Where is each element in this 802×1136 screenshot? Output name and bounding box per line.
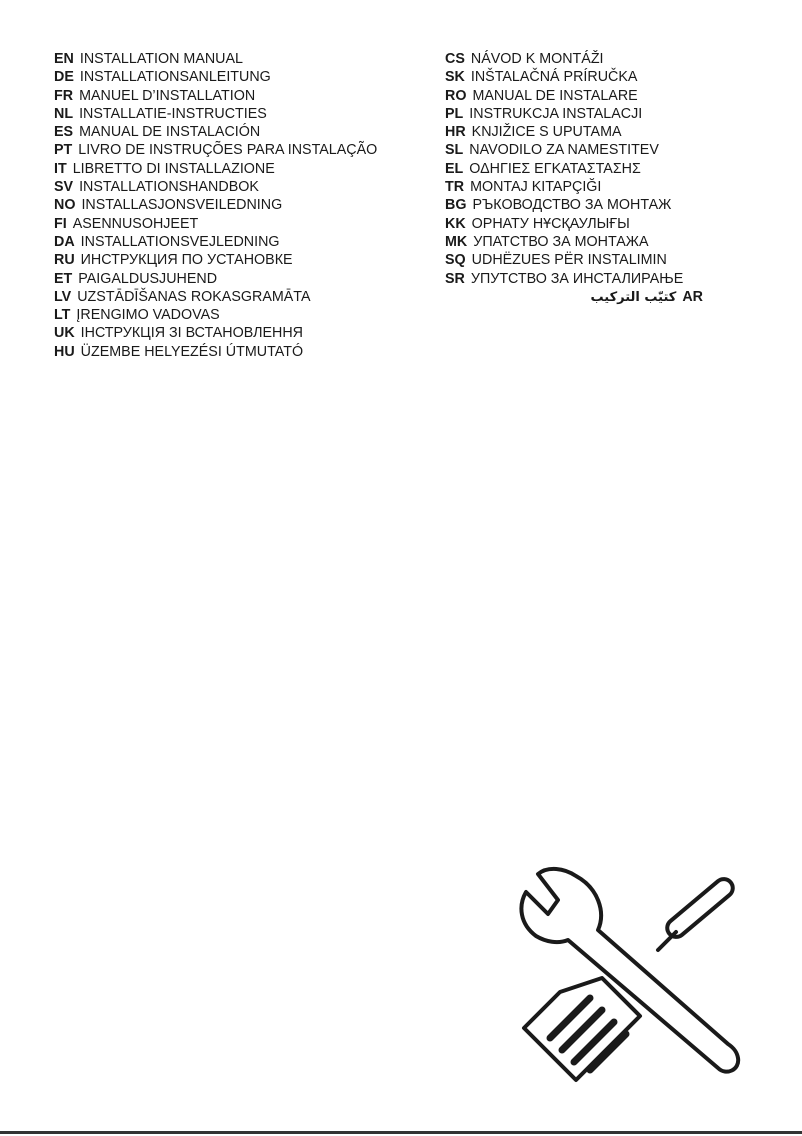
language-title: ĮRENGIMO VADOVAS — [76, 307, 220, 324]
language-title: UZSTĀDĪŠANAS ROKASGRAMĀTA — [77, 288, 311, 305]
language-title: INSTRUKCJA INSTALACJI — [469, 105, 643, 122]
language-title: УПУТСТВО ЗА ИНСТАЛИРАЊЕ — [470, 270, 684, 287]
language-code: NL — [54, 105, 74, 122]
language-code: SQ — [445, 252, 466, 269]
language-code: NO — [54, 197, 76, 214]
language-title: PAIGALDUSJUHEND — [78, 270, 218, 287]
language-title: ІНСТРУКЦІЯ ЗІ ВСТАНОВЛЕННЯ — [80, 325, 304, 342]
language-entry — [54, 233, 377, 251]
language-entry — [54, 324, 377, 342]
language-code: BG — [445, 197, 467, 214]
language-title: NÁVOD K MONTÁŽI — [470, 51, 604, 67]
language-entry — [54, 160, 377, 178]
language-code: HU — [54, 343, 75, 360]
language-entry — [54, 50, 377, 68]
language-entry — [445, 87, 703, 105]
language-code: RU — [54, 252, 75, 269]
language-entry — [445, 270, 703, 288]
language-entry — [54, 306, 377, 324]
language-title: РЪКОВОДСТВО ЗА МОНТАЖ — [472, 197, 672, 214]
language-title: MANUAL DE INSTALARE — [472, 87, 638, 104]
language-entry — [445, 215, 703, 233]
language-code: FR — [54, 87, 74, 104]
grip-stripes — [550, 998, 626, 1070]
language-entry — [54, 105, 377, 123]
language-title: UDHËZUES PËR INSTALIMIN — [471, 252, 667, 269]
language-title: INSTALLATION MANUAL — [79, 51, 243, 67]
language-title: LIVRO DE INSTRUÇÕES PARA INSTALAÇÃO — [78, 142, 378, 159]
language-code: LT — [54, 307, 71, 324]
language-code: FI — [54, 215, 67, 232]
language-title: MANUAL DE INSTALACIÓN — [79, 124, 261, 141]
language-code: UK — [54, 325, 75, 342]
language-entry — [54, 178, 377, 196]
language-entry — [54, 215, 377, 233]
language-title: INSTALLATIONSVEJLEDNING — [80, 233, 280, 250]
language-title: LIBRETTO DI INSTALLAZIONE — [72, 160, 275, 177]
language-code: SK — [445, 69, 465, 86]
language-code: SL — [445, 142, 464, 159]
language-title: ИНСТРУКЦИЯ ПО УСТАНОВКЕ — [80, 252, 293, 269]
language-code: PT — [54, 142, 73, 159]
language-list-left — [54, 50, 377, 361]
language-code: RO — [445, 87, 467, 104]
language-title: كتيّب التركيب — [590, 289, 677, 305]
language-code: LV — [54, 288, 72, 305]
language-code: EN — [54, 51, 74, 67]
language-title: УПАТСТВО ЗА МОНТАЖА — [473, 233, 649, 250]
language-code: HR — [445, 124, 466, 141]
language-entry — [445, 123, 703, 141]
language-title: INSTALLATIE-INSTRUCTIES — [79, 105, 267, 122]
language-entry — [54, 270, 377, 288]
language-entry — [445, 178, 703, 196]
language-code: ET — [54, 270, 73, 287]
language-entry — [54, 123, 377, 141]
language-title: ASENNUSOHJEET — [72, 215, 199, 232]
language-code: SR — [445, 270, 465, 287]
language-code: AR — [682, 288, 703, 305]
language-entry — [445, 50, 703, 68]
language-code: SV — [54, 179, 74, 196]
language-title: INŠTALAČNÁ PRÍRUČKA — [470, 69, 638, 86]
language-code: DA — [54, 233, 75, 250]
language-entry — [445, 141, 703, 159]
language-entry — [54, 68, 377, 86]
language-entry — [54, 343, 377, 361]
language-entry — [54, 251, 377, 269]
language-title: MONTAJ KITAPÇIĞI — [470, 179, 602, 196]
language-code: KK — [445, 215, 466, 232]
language-title: INSTALLATIONSHANDBOK — [79, 179, 259, 196]
language-code: ES — [54, 124, 74, 141]
language-code: TR — [445, 179, 465, 196]
language-entry — [445, 233, 703, 251]
language-code: PL — [445, 105, 464, 122]
language-code: MK — [445, 233, 468, 250]
language-entry — [445, 68, 703, 86]
wrench-outline — [521, 869, 738, 1072]
language-entry — [445, 160, 703, 178]
language-entry — [445, 251, 703, 269]
bottom-divider — [0, 1131, 802, 1134]
language-entry — [54, 141, 377, 159]
language-title: INSTALLASJONSVEILEDNING — [81, 197, 283, 214]
language-title: ОРНАТУ НҰСҚАУЛЫҒЫ — [471, 215, 630, 232]
language-list-right — [445, 50, 703, 306]
language-title: ΟΔΗΓΙΕΣ ΕΓΚΑΤΑΣΤΑΣΗΣ — [469, 160, 641, 177]
language-title: MANUEL D’INSTALLATION — [79, 87, 256, 104]
language-entry — [445, 105, 703, 123]
language-code: IT — [54, 160, 67, 177]
language-title: KNJIŽICE S UPUTAMA — [471, 124, 622, 141]
screwdriver-shaft — [658, 932, 676, 950]
language-title: INSTALLATIONSANLEITUNG — [79, 69, 271, 86]
language-entry — [54, 288, 377, 306]
language-entry-arabic — [445, 288, 703, 306]
language-title: NAVODILO ZA NAMESTITEV — [469, 142, 659, 159]
language-entry — [54, 87, 377, 105]
language-code: EL — [445, 160, 464, 177]
language-title: ÜZEMBE HELYEZÉSI ÚTMUTATÓ — [80, 343, 304, 360]
language-entry — [54, 196, 377, 214]
language-code: DE — [54, 69, 74, 86]
language-entry — [445, 196, 703, 214]
language-code: CS — [445, 51, 465, 67]
wrench-screwdriver-icon — [506, 862, 752, 1084]
